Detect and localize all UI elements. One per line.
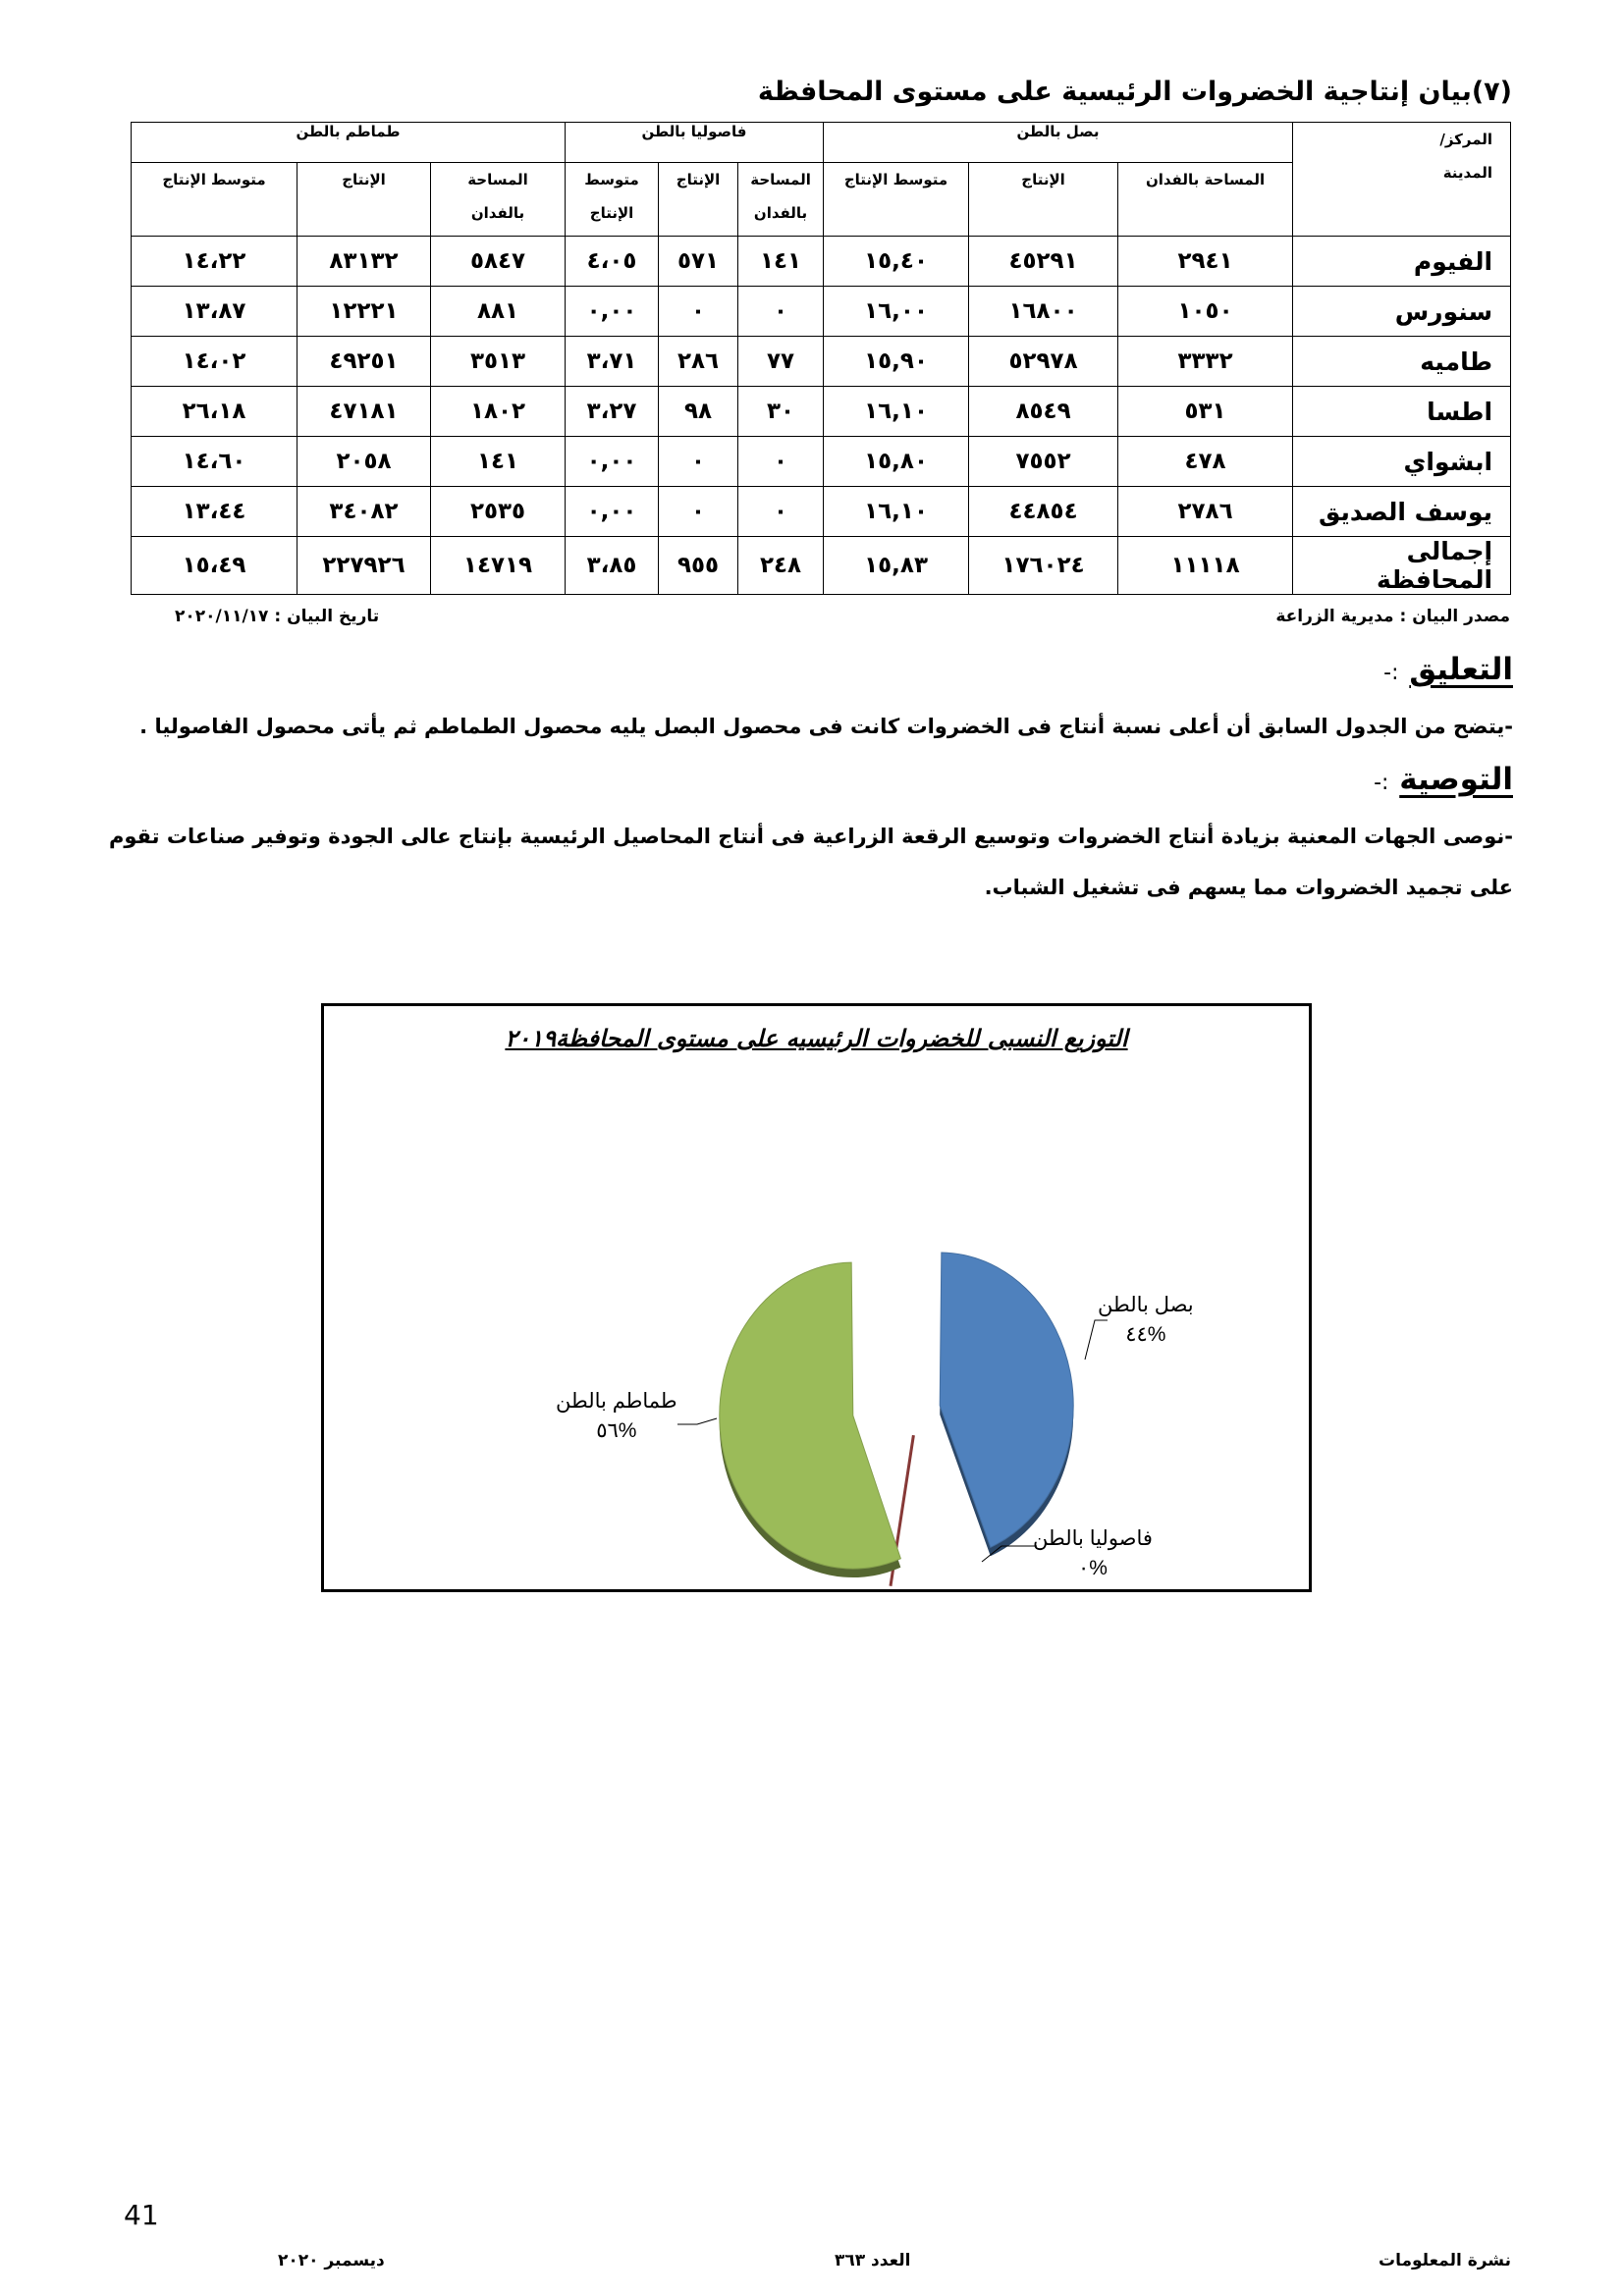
footer-issue: العدد ٣٦٣	[835, 2251, 911, 2270]
header-onion: بصل بالطن	[824, 123, 1293, 163]
production-table	[131, 122, 1511, 595]
comment-text: -يتضح من الجدول السابق أن أعلى نسبة أنتاج فى الخضروات كانت فى محصول البصل يليه محصول الطماطم ثم يأتى محصول الفاصوليا .	[139, 715, 1513, 738]
page-number: 41	[124, 2199, 159, 2231]
header-tomato-area: المساحة بالفدان	[431, 163, 566, 237]
header-tomato: طماطم بالطن	[132, 123, 566, 163]
header-onion-area: المساحة بالفدان	[1118, 163, 1293, 237]
header-bean-area: المساحة بالفدان	[738, 163, 824, 237]
leader-line-tomato	[677, 1418, 717, 1424]
header-onion-avg: متوسط الإنتاج	[824, 163, 969, 237]
table-row: ابشواي ٤٧٨ ٧٥٥٢ ١٥,٨٠ ٠ ٠ ٠,٠٠ ١٤١ ٢٠٥٨ ١٤،٦٠	[132, 437, 1511, 487]
header-bean-production: الإنتاج	[659, 163, 738, 237]
page-title: (٧)بيان إنتاجية الخضروات الرئيسية على مستوى المحافظة	[757, 77, 1512, 107]
table-row: الفيوم ٢٩٤١ ٤٥٢٩١ ١٥,٤٠ ١٤١ ٥٧١ ٤،٠٥ ٥٨٤٧ ٨٣١٣٢ ١٤،٢٢	[132, 237, 1511, 287]
table-row: سنورس ١٠٥٠ ١٦٨٠٠ ١٦,٠٠ ٠ ٠ ٠,٠٠ ٨٨١ ١٢٢٢١ ١٣،٨٧	[132, 287, 1511, 337]
recommendation-text: -نوصى الجهات المعنية بزيادة أنتاج الخضروات وتوسيع الرقعة الزراعية فى أنتاج المحاصيل الرئيسية بإنتاج عالى الجودة وتوفير صناعات تقوم على تجميد الخضروات مما يسهم فى تشغيل الشباب.	[109, 825, 1513, 899]
slice-label-onion: بصل بالطن %٤٤	[1098, 1294, 1194, 1346]
header-onion-production: الإنتاج	[969, 163, 1118, 237]
slice-tomato	[720, 1262, 901, 1577]
footer-month: ديسمبر ٢٠٢٠	[278, 2251, 385, 2270]
slice-tomato-face	[720, 1262, 901, 1569]
table-row: يوسف الصديق ٢٧٨٦ ٤٤٨٥٤ ١٦,١٠ ٠ ٠ ٠,٠٠ ٢٥٣٥ ٣٤٠٨٢ ١٣،٤٤	[132, 487, 1511, 537]
recommendation-heading: التوصية :-	[1374, 762, 1513, 797]
slice-onion	[940, 1253, 1073, 1556]
header-city: المركز/ المدينة	[1293, 123, 1511, 237]
comment-heading: التعليق :-	[1383, 652, 1513, 687]
header-tomato-avg: متوسط الإنتاج	[132, 163, 298, 237]
slice-onion-face	[940, 1253, 1073, 1547]
table-group-header	[132, 123, 1511, 163]
header-tomato-production: الإنتاج	[298, 163, 431, 237]
header-bean: فاصوليا بالطن	[566, 123, 824, 163]
chart-title: التوزيع النسبى للخضروات الرئيسيه على مستوى المحافظة٢٠١٩	[505, 1024, 1128, 1052]
data-date: تاريخ البيان : ٢٠٢٠/١١/١٧	[175, 607, 380, 626]
header-bean-avg: متوسط الإنتاج	[566, 163, 659, 237]
slice-label-bean: فاصوليا بالطن %٠	[1033, 1527, 1153, 1579]
footer-publication: نشرة المعلومات	[1378, 2251, 1511, 2270]
slice-label-tomato: طماطم بالطن %٥٦	[556, 1390, 677, 1442]
table-row: طاميه ٣٣٣٢ ٥٢٩٧٨ ١٥,٩٠ ٧٧ ٢٨٦ ٣،٧١ ٣٥١٣ ٤٩٢٥١ ١٤،٠٢	[132, 337, 1511, 387]
pie-chart	[321, 1003, 1312, 1592]
table-total-row: إجمالى المحافظة ١١١١٨ ١٧٦٠٢٤ ١٥,٨٣ ٢٤٨ ٩٥٥ ٣،٨٥ ١٤٧١٩ ٢٢٧٩٢٦ ١٥،٤٩	[132, 537, 1511, 595]
table-row: اطسا ٥٣١ ٨٥٤٩ ١٦,١٠ ٣٠ ٩٨ ٣،٢٧ ١٨٠٢ ٤٧١٨١ ٢٦،١٨	[132, 387, 1511, 437]
data-source: مصدر البيان : مديرية الزراعة	[1275, 607, 1510, 626]
